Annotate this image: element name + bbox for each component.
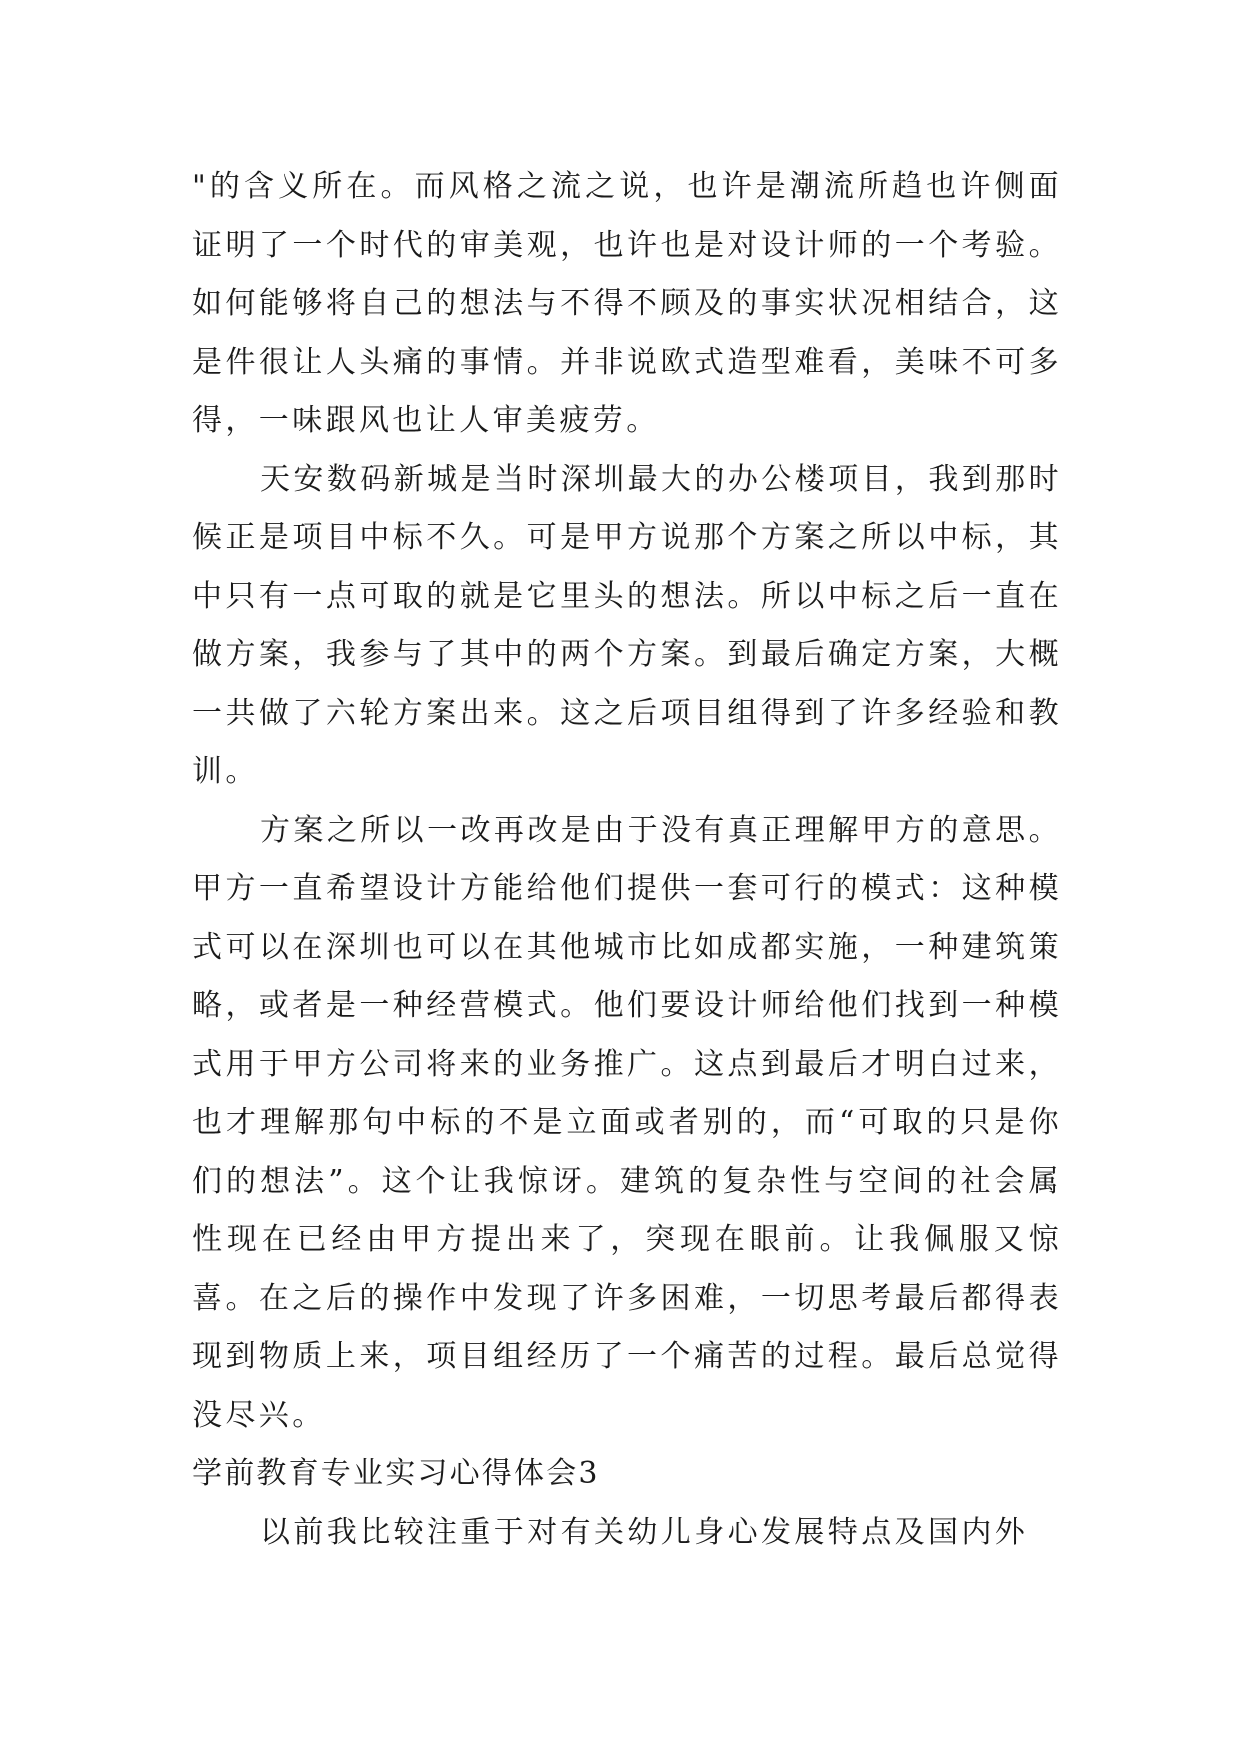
paragraph-preschool-intro: 以前我比较注重于对有关幼儿身心发展特点及国内外 bbox=[260, 1514, 1029, 1550]
paragraph-continued: "的含义所在。而风格之流之说，也许是潮流所趋也许侧面证明了一个时代的审美观，也许也是对设计师的一个考验。如何能够将自己的想法与不得不顾及的事实状况相结合，这是件很让人头痛的事情。并非说欧式造型难看，美味不可多得，一味跟风也让人审美疲劳。 bbox=[192, 169, 1062, 438]
document-body bbox=[192, 158, 1062, 1562]
paragraph-design-revisions: 方案之所以一改再改是由于没有真正理解甲方的意思。甲方一直希望设计方能给他们提供一套可行的模式：这种模式可以在深圳也可以在其他城市比如成都实施，一种建筑策略，或者是一种经营模式。他们要设计师给他们找到一种模式用于甲方公司将来的业务推广。这点到最后才明白过来，也才理解那句中标的不是立面或者别的，而“可取的只是你们的想法”。这个让我惊讶。建筑的复杂性与空间的社会属性现在已经由甲方提出来了，突现在眼前。让我佩服又惊喜。在之后的操作中发现了许多困难，一切思考最后都得表现到物质上来，项目组经历了一个痛苦的过程。最后总觉得没尽兴。 bbox=[192, 812, 1062, 1433]
section-heading: 学前教育专业实习心得体会3 bbox=[192, 1456, 600, 1491]
paragraph-tianan-project: 天安数码新城是当时深圳最大的办公楼项目，我到那时候正是项目中标不久。可是甲方说那个方案之所以中标，其中只有一点可取的就是它里头的想法。所以中标之后一直在做方案，我参与了其中的两个方案。到最后确定方案，大概一共做了六轮方案出来。这之后项目组得到了许多经验和教训。 bbox=[192, 461, 1062, 789]
